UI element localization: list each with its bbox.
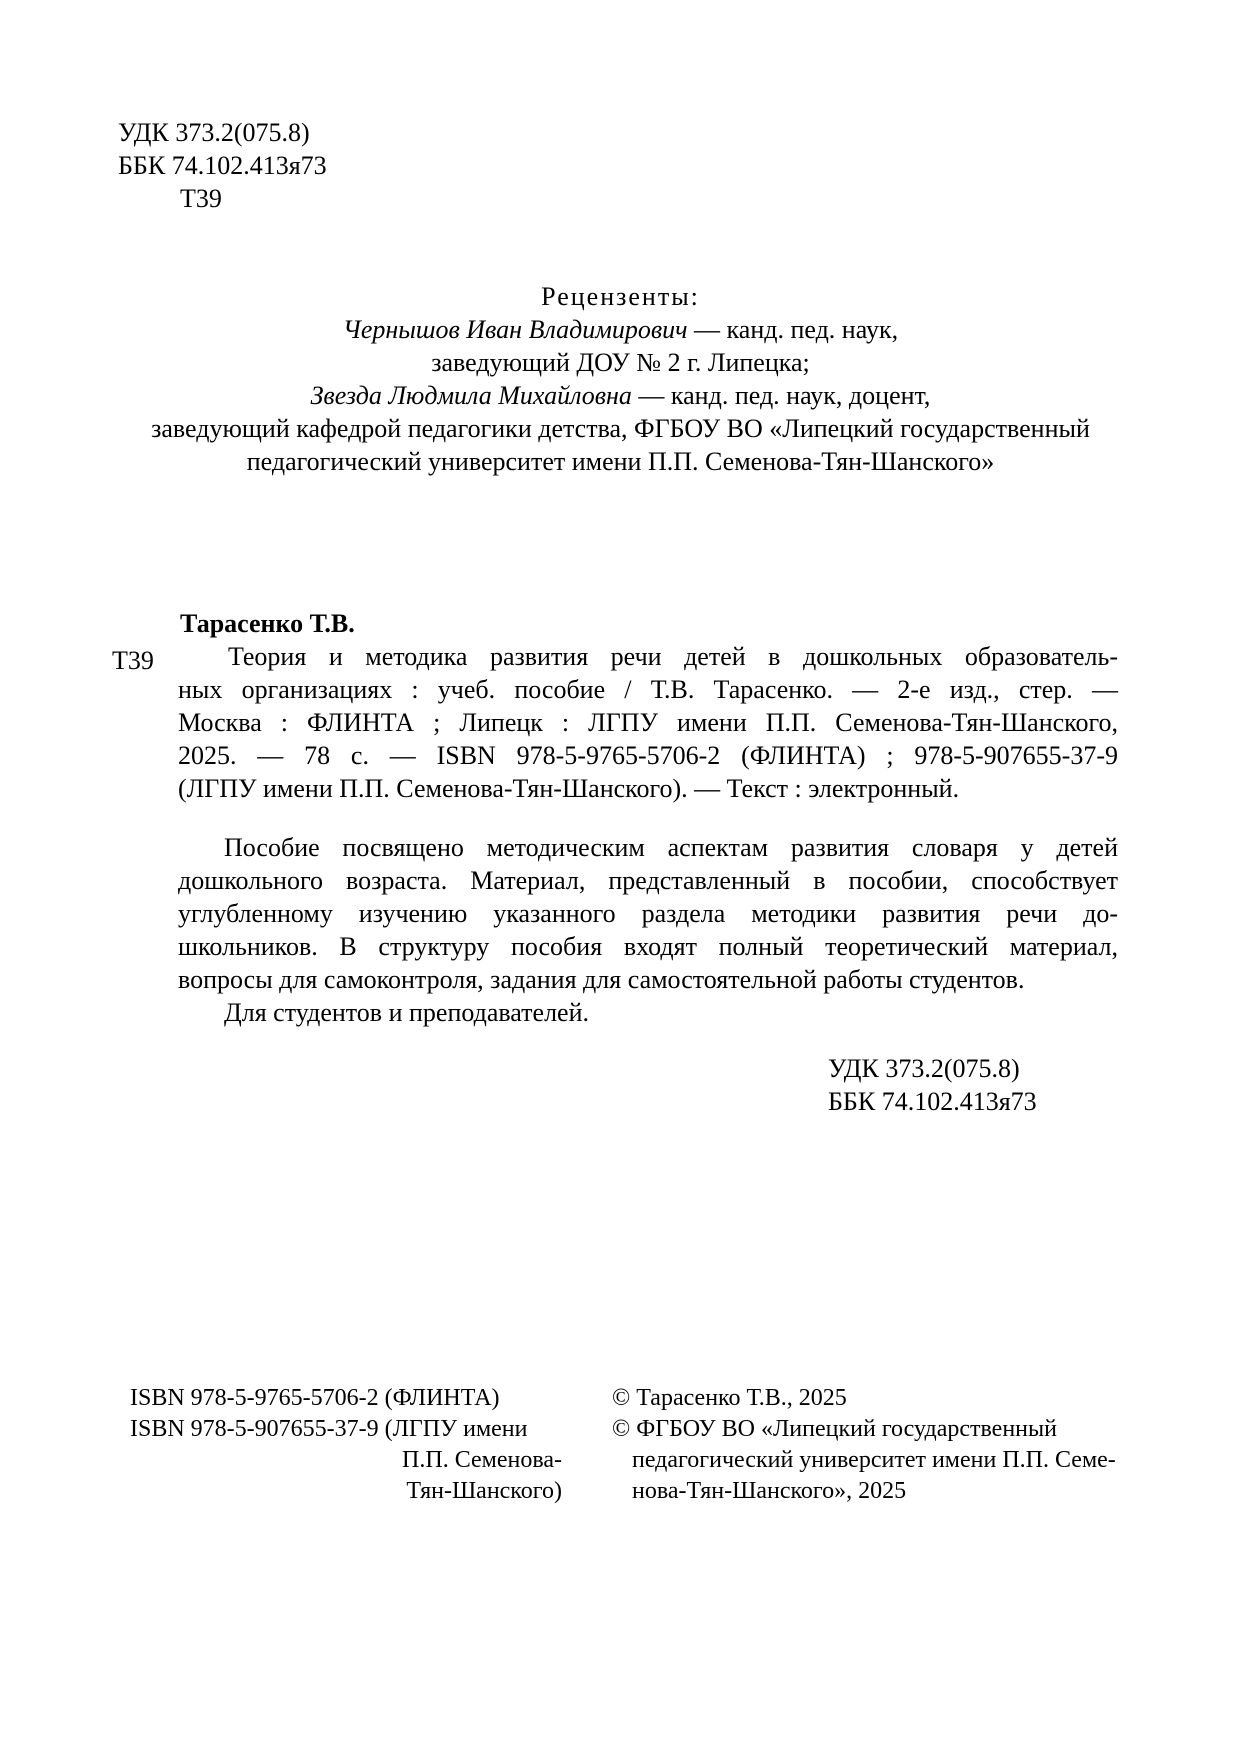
header-bbk: ББК 74.102.413я73 <box>118 151 327 180</box>
classification-udk: УДК 373.2(075.8) <box>828 1054 1020 1083</box>
reviewer-2 <box>0 380 1241 412</box>
reviewers-heading: Рецензенты: <box>541 282 700 311</box>
bib-author-code: Т39 <box>112 646 154 675</box>
copyright-author: © Тарасенко Т.В., 2025 <box>612 1385 847 1411</box>
reviewer-2-name: Звезда Людмила Михайловна <box>310 381 632 410</box>
reviewer-1-name: Чернышов Иван Владимирович <box>342 315 688 344</box>
isbn-flinta: ISBN 978-5-9765-5706-2 (ФЛИНТА) <box>130 1385 500 1411</box>
bib-author: Тарасенко Т.В. <box>180 609 355 638</box>
isbn-lgpu-cont-1: П.П. Семенова- <box>402 1447 562 1473</box>
annotation-line-1: Пособие посвящено методическим аспектам развития словаря у детей <box>224 833 1118 862</box>
copyright-block <box>612 1383 1116 1507</box>
isbn-lgpu: ISBN 978-5-907655-37-9 (ЛГПУ имени <box>130 1416 528 1442</box>
annotation-line-3: углубленному изучению указанного раздела методики развития речи до- <box>178 899 1118 928</box>
annotation-line-4: школьников. В структуру пособия входят полный теоретический материал, <box>178 932 1118 961</box>
annotation-line-5: вопросы для самоконтроля, задания для самостоятельной работы студентов. <box>178 965 1025 994</box>
copyright-university-cont-1: педагогический университет имени П.П. Семе- <box>632 1447 1116 1473</box>
reviewer-2-university: педагогический университет имени П.П. Семенова-Тян-Шанского» <box>246 447 995 476</box>
bib-line-3: Москва : ФЛИНТА ; Липецк : ЛГПУ имени П.П. Семенова-Тян-Шанского, <box>178 708 1118 737</box>
reviewer-2-degree: — канд. пед. наук, доцент, <box>638 381 931 410</box>
header-author-code: Т39 <box>180 184 222 213</box>
reviewer-1 <box>0 314 1241 346</box>
classification-bbk: ББК 74.102.413я73 <box>828 1087 1037 1116</box>
bib-line-5: (ЛГПУ имени П.П. Семенова-Тян-Шанского). — Текст : электронный. <box>178 774 960 803</box>
bib-line-4: 2025. — 78 с. — ISBN 978-5-9765-5706-2 (ФЛИНТА) ; 978-5-907655-37-9 <box>178 741 1118 770</box>
annotation-audience: Для студентов и преподавателей. <box>224 998 590 1027</box>
header-udk: УДК 373.2(075.8) <box>118 118 310 147</box>
reviewer-1-position: заведующий ДОУ № 2 г. Липецка; <box>431 348 810 377</box>
copyright-university: © ФГБОУ ВО «Липецкий государственный <box>612 1416 1057 1442</box>
reviewer-1-degree: — канд. пед. наук, <box>694 315 899 344</box>
isbn-block <box>130 1383 562 1507</box>
isbn-lgpu-cont-2: Тян-Шанского) <box>406 1478 562 1504</box>
reviewer-2-position: заведующий кафедрой педагогики детства, ФГБОУ ВО «Липецкий государственный <box>151 414 1090 443</box>
copyright-university-cont-2: нова-Тян-Шанского», 2025 <box>632 1478 907 1504</box>
annotation-line-2: дошкольного возраста. Материал, представленный в пособии, способствует <box>178 866 1118 895</box>
bib-line-1: Теория и методика развития речи детей в дошкольных образователь- <box>228 642 1118 671</box>
bib-line-2: ных организациях : учеб. пособие / Т.В. Тарасенко. — 2-е изд., стер. — <box>178 675 1118 704</box>
